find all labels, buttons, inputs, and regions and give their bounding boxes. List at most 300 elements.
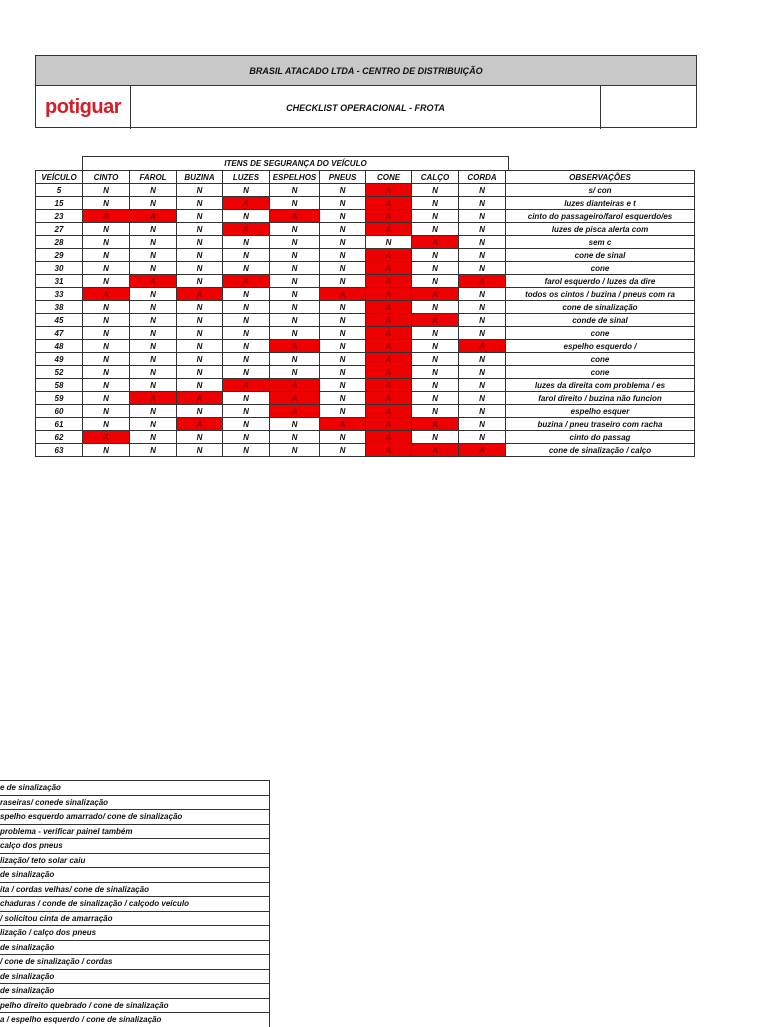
status-cell-cinto: A (83, 288, 130, 301)
status-cell-espelhos: A (270, 379, 320, 392)
vehicle-cell: 38 (36, 301, 83, 314)
status-cell-espelhos: A (270, 340, 320, 353)
status-cell-buzina: N (177, 366, 223, 379)
status-cell-pneus: N (320, 444, 366, 457)
overflow-row (0, 954, 270, 969)
observation-cell: conde de sinal (506, 314, 695, 327)
table-row (36, 405, 695, 418)
status-cell-cinto: N (83, 418, 130, 431)
vehicle-cell: 52 (36, 366, 83, 379)
status-cell-pneus: N (320, 340, 366, 353)
overflow-row (0, 969, 270, 984)
status-cell-calço: N (412, 405, 459, 418)
status-cell-cinto: N (83, 392, 130, 405)
status-cell-farol: N (130, 379, 177, 392)
status-cell-farol: N (130, 262, 177, 275)
status-cell-cinto: N (83, 223, 130, 236)
table-row (36, 314, 695, 327)
status-cell-pneus: N (320, 379, 366, 392)
status-cell-calço: N (412, 210, 459, 223)
status-cell-buzina: N (177, 353, 223, 366)
status-cell-corda: N (459, 288, 506, 301)
status-cell-cone: A (366, 249, 412, 262)
status-cell-buzina: N (177, 184, 223, 197)
status-cell-espelhos: N (270, 197, 320, 210)
status-cell-luzes: A (223, 379, 270, 392)
observation-cell: cone de sinal (506, 249, 695, 262)
potiguar-logo: potiguar (36, 86, 131, 129)
status-cell-buzina: A (177, 418, 223, 431)
status-cell-pneus: N (320, 327, 366, 340)
overflow-text: calço dos pneus (0, 841, 63, 850)
status-cell-cinto: N (83, 197, 130, 210)
overflow-text: raseiras/ conede sinalização (0, 797, 109, 807)
column-header-buzina: BUZINA (177, 171, 223, 184)
status-cell-cone: A (366, 275, 412, 288)
status-cell-luzes: N (223, 301, 270, 314)
status-cell-farol: N (130, 431, 177, 444)
status-cell-cinto: A (83, 210, 130, 223)
overflow-row (0, 896, 270, 911)
status-cell-calço: A (412, 444, 459, 457)
overflow-row (0, 780, 270, 795)
status-cell-calço: N (412, 249, 459, 262)
table-row (36, 184, 695, 197)
overflow-text: a / espelho esquerdo / cone de sinalização (0, 1015, 162, 1024)
status-cell-buzina: N (177, 210, 223, 223)
status-cell-cone: A (366, 327, 412, 340)
column-header-cinto: CINTO (83, 171, 130, 184)
status-cell-cinto: N (83, 262, 130, 275)
vehicle-cell: 23 (36, 210, 83, 223)
status-cell-corda: N (459, 418, 506, 431)
observation-cell: farol direito / buzina não funcion (506, 392, 695, 405)
overflow-row (0, 809, 270, 824)
column-header-observações: OBSERVAÇÕES (506, 171, 695, 184)
status-cell-calço: A (412, 236, 459, 249)
vehicle-cell: 63 (36, 444, 83, 457)
observation-cell: luzes da direita com problema / es (506, 379, 695, 392)
column-header-veículo: VEÍCULO (36, 171, 83, 184)
status-cell-cone: A (366, 223, 412, 236)
status-cell-cone: A (366, 262, 412, 275)
overflow-row (0, 882, 270, 897)
status-cell-corda: N (459, 392, 506, 405)
table-row (36, 444, 695, 457)
vehicle-cell: 62 (36, 431, 83, 444)
status-cell-luzes: N (223, 288, 270, 301)
observation-cell: cinto do passag (506, 431, 695, 444)
status-cell-cone: A (366, 184, 412, 197)
table-row (36, 418, 695, 431)
status-cell-pneus: N (320, 431, 366, 444)
status-cell-luzes: N (223, 210, 270, 223)
status-cell-cone: A (366, 353, 412, 366)
status-cell-farol: N (130, 327, 177, 340)
table-row (36, 379, 695, 392)
status-cell-luzes: N (223, 418, 270, 431)
column-header-cone: CONE (366, 171, 412, 184)
observation-cell: cone (506, 353, 695, 366)
status-cell-luzes: A (223, 275, 270, 288)
vehicle-cell: 29 (36, 249, 83, 262)
status-cell-calço: N (412, 353, 459, 366)
status-cell-cone: A (366, 366, 412, 379)
status-cell-luzes: N (223, 340, 270, 353)
overflow-text: e de sinalização (0, 783, 61, 792)
overflow-text: de sinalização (0, 971, 55, 981)
overflow-row (0, 824, 270, 839)
table-row (36, 353, 695, 366)
status-cell-pneus: N (320, 353, 366, 366)
status-cell-pneus: N (320, 392, 366, 405)
observation-cell: farol esquerdo / luzes da dire (506, 275, 695, 288)
status-cell-corda: N (459, 236, 506, 249)
status-cell-cone: A (366, 418, 412, 431)
status-cell-luzes: N (223, 366, 270, 379)
observation-cell: sem c (506, 236, 695, 249)
status-cell-cinto: A (83, 431, 130, 444)
status-cell-calço: N (412, 366, 459, 379)
table-row (36, 340, 695, 353)
status-cell-pneus: N (320, 236, 366, 249)
status-cell-farol: N (130, 184, 177, 197)
vehicle-cell: 30 (36, 262, 83, 275)
status-cell-pneus: N (320, 262, 366, 275)
overflow-text: de sinalização (0, 870, 55, 879)
status-cell-pneus: N (320, 405, 366, 418)
column-header-farol: FAROL (130, 171, 177, 184)
observation-cell: espelho esquerdo / (506, 340, 695, 353)
status-cell-corda: N (459, 197, 506, 210)
status-cell-farol: N (130, 249, 177, 262)
overflow-row (0, 795, 270, 810)
status-cell-buzina: N (177, 405, 223, 418)
overflow-text: de sinalização (0, 986, 55, 995)
status-cell-espelhos: N (270, 288, 320, 301)
status-cell-luzes: N (223, 184, 270, 197)
status-cell-cone: A (366, 301, 412, 314)
table-row (36, 249, 695, 262)
status-cell-farol: N (130, 405, 177, 418)
status-cell-cinto: N (83, 301, 130, 314)
status-cell-cinto: N (83, 327, 130, 340)
table-row (36, 262, 695, 275)
status-cell-espelhos: A (270, 210, 320, 223)
column-header-corda: CORDA (459, 171, 506, 184)
column-header-espelhos: ESPELHOS (270, 171, 320, 184)
vehicle-cell: 60 (36, 405, 83, 418)
table-row (36, 392, 695, 405)
table-row (36, 301, 695, 314)
status-cell-espelhos: N (270, 418, 320, 431)
status-cell-pneus: N (320, 275, 366, 288)
status-cell-buzina: N (177, 340, 223, 353)
status-cell-calço: N (412, 340, 459, 353)
status-cell-corda: A (459, 275, 506, 288)
status-cell-cone: A (366, 431, 412, 444)
observation-cell: cone (506, 366, 695, 379)
status-cell-cinto: N (83, 353, 130, 366)
overflow-text: ita / cordas velhas/ cone de sinalização (0, 884, 149, 894)
status-cell-corda: N (459, 314, 506, 327)
status-cell-farol: A (130, 392, 177, 405)
status-cell-espelhos: N (270, 236, 320, 249)
status-cell-espelhos: N (270, 366, 320, 379)
table-row (36, 431, 695, 444)
status-cell-espelhos: N (270, 327, 320, 340)
status-cell-luzes: N (223, 249, 270, 262)
status-cell-farol: N (130, 301, 177, 314)
observation-cell: espelho esquer (506, 405, 695, 418)
status-cell-corda: N (459, 249, 506, 262)
status-cell-pneus: N (320, 223, 366, 236)
status-cell-corda: N (459, 431, 506, 444)
overflow-row (0, 1012, 270, 1027)
status-cell-farol: A (130, 210, 177, 223)
status-cell-buzina: N (177, 275, 223, 288)
overflow-row (0, 925, 270, 940)
status-cell-espelhos: N (270, 431, 320, 444)
status-cell-cone: A (366, 210, 412, 223)
status-cell-espelhos: N (270, 301, 320, 314)
status-cell-luzes: N (223, 353, 270, 366)
status-cell-calço: N (412, 262, 459, 275)
status-cell-luzes: N (223, 405, 270, 418)
column-header-pneus: PNEUS (320, 171, 366, 184)
status-cell-cone: A (366, 314, 412, 327)
table-row (36, 210, 695, 223)
status-cell-corda: N (459, 379, 506, 392)
status-cell-farol: N (130, 236, 177, 249)
status-cell-calço: N (412, 184, 459, 197)
status-cell-calço: N (412, 197, 459, 210)
overflow-text: chaduras / conde de sinalização / calçodo veículo (0, 899, 189, 908)
status-cell-cone: A (366, 379, 412, 392)
observation-cell: luzes de pisca alerta com (506, 223, 695, 236)
status-cell-pneus: N (320, 249, 366, 262)
overflow-text: problema - verificar painel também (0, 826, 133, 836)
status-cell-farol: N (130, 353, 177, 366)
status-cell-espelhos: N (270, 262, 320, 275)
table-row (36, 275, 695, 288)
status-cell-cinto: N (83, 379, 130, 392)
status-cell-buzina: N (177, 223, 223, 236)
observation-cell: s/ con (506, 184, 695, 197)
status-cell-buzina: N (177, 314, 223, 327)
status-cell-farol: N (130, 223, 177, 236)
status-cell-farol: N (130, 197, 177, 210)
observation-cell: cone (506, 262, 695, 275)
status-cell-farol: N (130, 366, 177, 379)
vehicle-cell: 59 (36, 392, 83, 405)
status-cell-buzina: N (177, 262, 223, 275)
overflow-text: lização/ teto solar caiu (0, 855, 86, 865)
status-cell-calço: N (412, 327, 459, 340)
status-cell-farol: A (130, 275, 177, 288)
vehicle-cell: 31 (36, 275, 83, 288)
table-row (36, 197, 695, 210)
status-cell-luzes: N (223, 444, 270, 457)
vehicle-cell: 15 (36, 197, 83, 210)
table-row (36, 288, 695, 301)
overflow-text: lização / calço dos pneus (0, 928, 97, 937)
status-cell-cinto: N (83, 249, 130, 262)
sheet-title: CHECKLIST OPERACIONAL - FROTA (131, 86, 601, 129)
status-cell-calço: N (412, 301, 459, 314)
observation-cell: luzes dianteiras e t (506, 197, 695, 210)
status-cell-farol: N (130, 288, 177, 301)
status-cell-buzina: N (177, 327, 223, 340)
status-cell-pneus: N (320, 184, 366, 197)
status-cell-pneus: A (320, 418, 366, 431)
status-cell-farol: N (130, 444, 177, 457)
status-cell-corda: N (459, 327, 506, 340)
status-cell-luzes: N (223, 262, 270, 275)
status-cell-espelhos: N (270, 314, 320, 327)
observation-cell: cone de sinalização (506, 301, 695, 314)
status-cell-corda: N (459, 366, 506, 379)
overflow-text: spelho esquerdo amarrado/ cone de sinalização (0, 812, 183, 821)
status-cell-buzina: N (177, 379, 223, 392)
status-cell-cone: A (366, 405, 412, 418)
table-row (36, 236, 695, 249)
status-cell-cinto: N (83, 314, 130, 327)
overflow-row (0, 911, 270, 926)
status-cell-espelhos: A (270, 392, 320, 405)
status-cell-luzes: N (223, 431, 270, 444)
status-cell-corda: N (459, 405, 506, 418)
status-cell-espelhos: N (270, 444, 320, 457)
sheet-header (35, 55, 697, 128)
status-cell-cone: A (366, 392, 412, 405)
vehicle-cell: 47 (36, 327, 83, 340)
status-cell-cinto: N (83, 184, 130, 197)
status-cell-corda: N (459, 184, 506, 197)
status-cell-corda: N (459, 262, 506, 275)
status-cell-pneus: A (320, 288, 366, 301)
vehicle-cell: 58 (36, 379, 83, 392)
status-cell-cinto: N (83, 275, 130, 288)
overflow-row (0, 838, 270, 853)
status-cell-pneus: N (320, 301, 366, 314)
status-cell-cinto: N (83, 340, 130, 353)
status-cell-luzes: A (223, 197, 270, 210)
table-row (36, 327, 695, 340)
status-cell-cone: A (366, 340, 412, 353)
observation-cell: buzina / pneu traseiro com racha (506, 418, 695, 431)
vehicle-cell: 27 (36, 223, 83, 236)
vehicle-cell: 45 (36, 314, 83, 327)
observation-cell: cinto do passageiro/farol esquerdo/es (506, 210, 695, 223)
column-header-row (36, 171, 695, 184)
overflow-observations (0, 780, 270, 1027)
column-header-calço: CALÇO (412, 171, 459, 184)
status-cell-corda: N (459, 353, 506, 366)
status-cell-espelhos: N (270, 353, 320, 366)
table-row (36, 366, 695, 379)
safety-items-group-header: ITENS DE SEGURANÇA DO VEÍCULO (82, 156, 509, 170)
status-cell-cone: N (366, 236, 412, 249)
status-cell-buzina: N (177, 236, 223, 249)
status-cell-calço: A (412, 288, 459, 301)
status-cell-cone: A (366, 288, 412, 301)
status-cell-calço: A (412, 314, 459, 327)
overflow-row (0, 940, 270, 955)
status-cell-calço: A (412, 418, 459, 431)
vehicle-cell: 28 (36, 236, 83, 249)
status-cell-buzina: N (177, 197, 223, 210)
status-cell-buzina: N (177, 249, 223, 262)
company-name: BRASIL ATACADO LTDA - CENTRO DE DISTRIBUIÇÃO (36, 56, 696, 86)
status-cell-cinto: N (83, 236, 130, 249)
overflow-row (0, 867, 270, 882)
vehicle-cell: 49 (36, 353, 83, 366)
observation-cell: todos os cintos / buzina / pneus com ra (506, 288, 695, 301)
status-cell-buzina: A (177, 288, 223, 301)
status-cell-luzes: N (223, 236, 270, 249)
status-cell-corda: A (459, 340, 506, 353)
status-cell-espelhos: N (270, 275, 320, 288)
vehicle-cell: 48 (36, 340, 83, 353)
status-cell-luzes: N (223, 314, 270, 327)
table-row (36, 223, 695, 236)
overflow-text: pelho direito quebrado / cone de sinalização (0, 1000, 169, 1010)
vehicle-cell: 61 (36, 418, 83, 431)
status-cell-calço: N (412, 275, 459, 288)
status-cell-farol: N (130, 418, 177, 431)
status-cell-corda: N (459, 301, 506, 314)
status-cell-pneus: N (320, 366, 366, 379)
status-cell-cone: A (366, 444, 412, 457)
status-cell-calço: N (412, 392, 459, 405)
status-cell-luzes: N (223, 327, 270, 340)
status-cell-farol: N (130, 314, 177, 327)
header-blank-cell (601, 86, 696, 129)
observation-cell: cone de sinalização / calço (506, 444, 695, 457)
status-cell-corda: A (459, 444, 506, 457)
overflow-row (0, 853, 270, 868)
overflow-text: / solicitou cinta de amarração (0, 913, 113, 923)
status-cell-espelhos: N (270, 249, 320, 262)
overflow-row (0, 983, 270, 998)
status-cell-cinto: N (83, 444, 130, 457)
overflow-text: de sinalização (0, 942, 55, 952)
status-cell-luzes: A (223, 223, 270, 236)
status-cell-calço: N (412, 223, 459, 236)
status-cell-corda: N (459, 223, 506, 236)
checklist-table (35, 170, 695, 457)
vehicle-cell: 33 (36, 288, 83, 301)
vehicle-cell: 5 (36, 184, 83, 197)
status-cell-farol: N (130, 340, 177, 353)
status-cell-espelhos: A (270, 405, 320, 418)
status-cell-buzina: A (177, 392, 223, 405)
status-cell-cinto: N (83, 405, 130, 418)
status-cell-buzina: N (177, 301, 223, 314)
column-header-luzes: LUZES (223, 171, 270, 184)
status-cell-pneus: N (320, 210, 366, 223)
overflow-row (0, 998, 270, 1013)
status-cell-buzina: N (177, 444, 223, 457)
status-cell-luzes: N (223, 392, 270, 405)
status-cell-calço: N (412, 379, 459, 392)
status-cell-cinto: N (83, 366, 130, 379)
status-cell-pneus: N (320, 314, 366, 327)
status-cell-calço: N (412, 431, 459, 444)
status-cell-pneus: N (320, 197, 366, 210)
status-cell-espelhos: N (270, 223, 320, 236)
